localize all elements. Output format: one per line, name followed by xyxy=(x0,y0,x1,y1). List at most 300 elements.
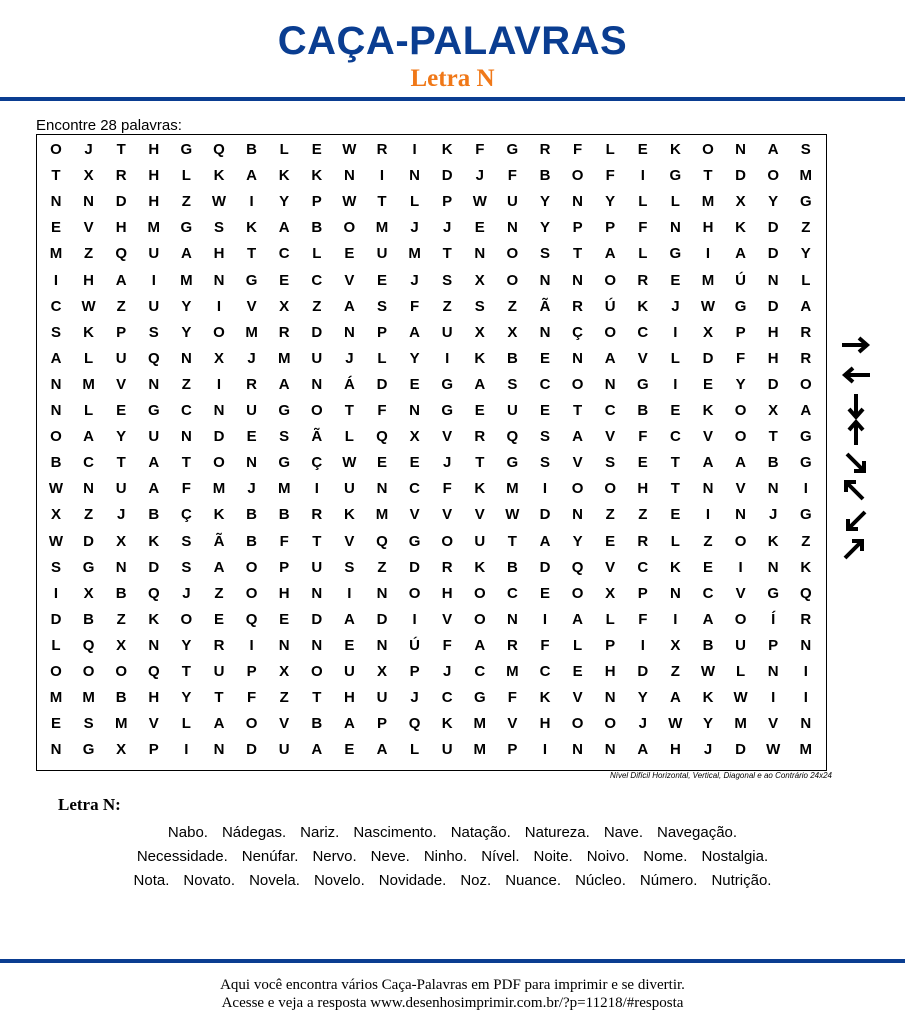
grid-cell: Z xyxy=(801,532,811,550)
grid-cell: A xyxy=(572,610,584,628)
grid-cell: O xyxy=(767,167,780,185)
grid-cell: R xyxy=(506,636,518,654)
grid-cell: G xyxy=(408,532,421,550)
grid-cell: J xyxy=(769,506,778,524)
grid-cell: O xyxy=(473,584,486,602)
grid-cell: V xyxy=(442,428,453,446)
grid-cell: N xyxy=(50,402,62,419)
grid-cell: F xyxy=(507,167,517,185)
grid-cell: I xyxy=(249,193,254,211)
grid-cell: Z xyxy=(181,375,191,393)
grid-cell: G xyxy=(82,558,95,576)
grid-cell: Z xyxy=(507,297,517,315)
grid-cell: D xyxy=(767,297,779,315)
grid-cell: N xyxy=(539,323,551,341)
grid-cell: S xyxy=(442,271,453,289)
grid-cell: Y xyxy=(116,428,127,446)
grid-cell: M xyxy=(245,323,258,341)
grid-cell: A xyxy=(83,428,95,446)
grid-cell: R xyxy=(213,636,225,654)
grid-cell: L xyxy=(573,636,583,654)
grid-cell: N xyxy=(376,480,388,498)
grid-cell: N xyxy=(246,454,258,472)
grid-cell: B xyxy=(539,167,551,185)
grid-cell: K xyxy=(474,558,486,576)
grid-cell: N xyxy=(278,636,290,654)
grid-cell: O xyxy=(734,428,747,446)
grid-cell: P xyxy=(409,663,420,680)
grid-cell: N xyxy=(604,741,616,759)
word-list-item: Noite. xyxy=(533,848,573,865)
grid-cell: G xyxy=(669,167,682,185)
grid-cell: O xyxy=(604,715,617,733)
grid-cell: I xyxy=(249,636,254,654)
grid-cell: R xyxy=(800,323,812,341)
grid-cell: V xyxy=(702,428,713,446)
grid-cell: P xyxy=(246,663,257,680)
grid-cell: A xyxy=(669,689,681,707)
grid-cell: T xyxy=(214,689,224,707)
grid-cell: I xyxy=(412,610,417,628)
grid-cell: T xyxy=(573,402,583,419)
grid-cell: T xyxy=(703,167,713,185)
grid-cell: F xyxy=(507,689,517,707)
grid-cell: S xyxy=(279,428,290,446)
grid-cell: O xyxy=(213,454,225,472)
grid-cell: S xyxy=(148,323,159,341)
grid-cell: E xyxy=(409,454,420,472)
grid-cell: O xyxy=(82,663,95,680)
grid-cell: R xyxy=(115,167,127,185)
grid-cell: R xyxy=(637,532,649,550)
grid-cell: Y xyxy=(637,689,648,707)
grid-cell: A xyxy=(572,428,584,446)
grid-cell: Y xyxy=(181,689,192,707)
grid-cell: Y xyxy=(572,532,583,550)
grid-cell: Y xyxy=(800,245,811,263)
grid-cell: U xyxy=(506,193,518,211)
grid-cell: D xyxy=(637,663,649,680)
grid-cell: G xyxy=(799,454,812,472)
grid-cell: N xyxy=(409,167,421,185)
grid-cell: O xyxy=(506,245,519,263)
bottom-divider xyxy=(0,959,905,963)
word-list-item: Ninho. xyxy=(423,848,468,865)
grid-cell: N xyxy=(148,375,160,393)
grid-cell: D xyxy=(376,610,388,628)
grid-cell: W xyxy=(48,532,64,550)
grid-cell: L xyxy=(279,141,289,158)
grid-cell: S xyxy=(213,219,224,237)
grid-cell: W xyxy=(342,193,357,211)
grid-cell: C xyxy=(278,245,290,263)
grid-cell: T xyxy=(247,245,257,263)
grid-cell: Q xyxy=(82,636,95,654)
grid-cell: J xyxy=(247,349,256,367)
grid-cell: F xyxy=(638,219,648,237)
grid-cell: T xyxy=(312,532,322,550)
grid-cell: X xyxy=(605,584,616,602)
grid-cell: K xyxy=(637,297,649,315)
grid-cell: T xyxy=(768,428,778,446)
grid-cell: Y xyxy=(768,193,779,211)
grid-cell: Z xyxy=(84,506,94,524)
grid-cell: O xyxy=(734,402,747,419)
word-list-item: Natação. xyxy=(450,824,511,841)
grid-cell: U xyxy=(148,245,160,263)
grid-cell: C xyxy=(50,297,62,315)
grid-cell: A xyxy=(767,141,779,158)
grid-cell: P xyxy=(442,193,453,211)
grid-cell: J xyxy=(703,741,713,759)
grid-cell: O xyxy=(571,375,584,393)
grid-cell: M xyxy=(49,689,63,707)
word-list-item: Noivo. xyxy=(586,848,630,865)
grid-cell: O xyxy=(734,610,747,628)
grid-cell: D xyxy=(539,558,551,576)
grid-cell: A xyxy=(343,715,355,733)
grid-cell: O xyxy=(702,141,714,158)
grid-cell: X xyxy=(50,506,61,524)
grid-cell: Ã xyxy=(213,532,225,550)
grid-cell: W xyxy=(211,193,227,211)
grid-cell: Z xyxy=(377,558,387,576)
grid-cell: J xyxy=(84,141,93,158)
grid-cell: N xyxy=(800,636,812,654)
grid-cell: R xyxy=(311,506,323,524)
grid-cell: K xyxy=(148,610,160,628)
grid-cell: Ú xyxy=(604,297,616,315)
grid-cell: U xyxy=(474,532,486,550)
grid-cell: W xyxy=(48,480,64,498)
grid-cell: T xyxy=(475,454,485,472)
arrow-up-left-icon xyxy=(846,482,863,499)
grid-cell: I xyxy=(542,610,548,628)
grid-cell: I xyxy=(542,741,548,759)
grid-cell: O xyxy=(245,584,258,602)
word-list-title: Letra N: xyxy=(58,795,121,814)
word-list-item: Novato. xyxy=(183,872,236,889)
grid-cell: D xyxy=(735,741,747,759)
grid-cell: Q xyxy=(115,245,128,263)
grid-cell: M xyxy=(82,689,95,707)
grid-cell: V xyxy=(507,715,518,733)
grid-cell: H xyxy=(441,584,453,602)
grid-cell: R xyxy=(278,323,290,341)
grid-cell: D xyxy=(83,532,95,550)
grid-cell: Z xyxy=(181,193,191,211)
grid-cell: I xyxy=(216,297,222,315)
grid-cell: H xyxy=(767,349,779,367)
grid-cell: B xyxy=(246,141,258,158)
grid-cell: O xyxy=(50,428,62,446)
word-list-line xyxy=(0,847,905,867)
grid-cell: B xyxy=(767,454,779,472)
grid-cell: I xyxy=(542,480,548,498)
grid-cell: G xyxy=(636,375,649,393)
grid-cell: R xyxy=(800,349,812,367)
grid-cell: Ú xyxy=(735,271,747,289)
grid-cell: W xyxy=(733,689,748,707)
grid-cell: D xyxy=(702,349,714,367)
grid-cell: Q xyxy=(571,558,584,576)
grid-cell: L xyxy=(84,402,94,419)
word-list-item: Nascimento. xyxy=(353,824,437,841)
grid-cell: G xyxy=(767,584,780,602)
grid-cell: B xyxy=(506,558,518,576)
grid-cell: M xyxy=(408,245,421,263)
grid-cell: A xyxy=(637,741,649,759)
grid-cell: D xyxy=(409,558,421,576)
grid-cell: N xyxy=(572,349,584,367)
grid-cell: T xyxy=(181,663,191,680)
grid-cell: N xyxy=(343,167,355,185)
grid-cell: M xyxy=(375,506,389,524)
grid-cell: E xyxy=(670,402,681,419)
grid-cell: W xyxy=(668,715,683,733)
grid-cell: C xyxy=(83,454,95,472)
word-list-item: Novelo. xyxy=(313,872,365,889)
grid-cell: U xyxy=(343,663,355,680)
grid-cell: A xyxy=(604,349,616,367)
word-list-item: Nota. xyxy=(133,872,170,889)
grid-cell: L xyxy=(736,663,746,680)
grid-cell: X xyxy=(279,663,290,680)
grid-cell: F xyxy=(475,141,485,158)
grid-cell: U xyxy=(311,558,323,576)
grid-cell: Y xyxy=(539,219,550,237)
grid-cell: A xyxy=(278,375,290,393)
grid-cell: O xyxy=(571,584,584,602)
word-list-item: Neve. xyxy=(370,848,410,865)
grid-cell: Z xyxy=(116,610,126,628)
grid-cell: F xyxy=(181,480,191,498)
page-subtitle: Letra N xyxy=(410,65,495,92)
grid-cell: N xyxy=(735,141,747,158)
grid-cell: N xyxy=(83,480,95,498)
grid-cell: X xyxy=(116,532,127,550)
grid-cell: M xyxy=(799,167,813,185)
grid-cell: H xyxy=(702,219,714,237)
grid-cell: E xyxy=(702,558,713,576)
grid-cell: C xyxy=(409,480,421,498)
grid-cell: L xyxy=(181,715,191,733)
grid-cell: J xyxy=(345,349,354,367)
grid-cell: A xyxy=(115,271,127,289)
grid-cell: J xyxy=(247,480,256,498)
grid-cell: P xyxy=(311,193,322,211)
grid-cell: C xyxy=(702,584,714,602)
grid-cell: C xyxy=(474,663,486,680)
grid-cell: V xyxy=(409,506,420,524)
grid-cell: U xyxy=(343,480,355,498)
grid-cell: X xyxy=(83,584,94,602)
grid-cell: L xyxy=(84,349,94,367)
grid-cell: G xyxy=(506,141,519,158)
grid-cell: Ã xyxy=(311,428,323,446)
grid-cell: Z xyxy=(442,297,452,315)
grid-cell: E xyxy=(539,584,550,602)
grid-cell: A xyxy=(735,454,747,472)
grid-cell: E xyxy=(311,141,322,158)
grid-cell: Q xyxy=(147,663,160,680)
grid-cell: V xyxy=(637,349,648,367)
grid-cell: C xyxy=(506,584,518,602)
grid-cell: K xyxy=(83,323,95,341)
grid-cell: I xyxy=(803,480,808,498)
grid-cell: X xyxy=(474,323,485,341)
word-list-item: Nervo. xyxy=(312,848,357,865)
grid-cell: I xyxy=(216,375,222,393)
grid-cell: P xyxy=(279,558,290,576)
grid-cell: A xyxy=(343,297,355,315)
grid-cell: Q xyxy=(213,141,225,158)
grid-cell: D xyxy=(213,428,225,446)
word-list-item: Nome. xyxy=(643,848,688,865)
grid-cell: C xyxy=(441,689,453,707)
grid-cell: Q xyxy=(799,584,812,602)
grid-cell: N xyxy=(572,741,584,759)
word-list-item: Necessidade. xyxy=(136,848,228,865)
footer-link-text: Acesse e veja a resposta www.desenhosimprimir.com.br/?p=11218/#resposta xyxy=(221,995,684,1011)
grid-cell: T xyxy=(51,167,61,185)
grid-cell: N xyxy=(83,193,95,211)
grid-cell: I xyxy=(803,689,808,707)
grid-cell: A xyxy=(409,323,421,341)
grid-cell: U xyxy=(441,323,453,341)
grid-cell: E xyxy=(670,271,681,289)
grid-cell: C xyxy=(539,663,551,680)
grid-cell: D xyxy=(376,375,388,393)
grid-cell: V xyxy=(83,219,94,237)
grid-cell: I xyxy=(738,558,743,576)
grid-cell: P xyxy=(148,741,159,759)
grid-cell: I xyxy=(379,167,385,185)
grid-cell: L xyxy=(801,271,811,289)
grid-cell: O xyxy=(343,219,356,237)
grid-cell: Ú xyxy=(409,636,421,654)
grid-cell: N xyxy=(376,636,388,654)
arrow-left-icon xyxy=(845,368,870,382)
grid-cell: P xyxy=(572,219,583,237)
grid-cell: G xyxy=(799,506,812,524)
grid-cell: N xyxy=(50,741,62,759)
grid-cell: T xyxy=(312,689,322,707)
grid-cell: J xyxy=(671,297,680,315)
grid-cell: A xyxy=(539,532,551,550)
grid-cell: E xyxy=(344,636,355,654)
grid-cell: Ç xyxy=(572,323,584,341)
grid-cell: M xyxy=(147,219,161,237)
grid-cell: M xyxy=(701,271,715,289)
grid-cell: K xyxy=(343,506,355,524)
grid-cell: W xyxy=(81,297,96,315)
grid-cell: K xyxy=(539,689,551,707)
grid-cell: M xyxy=(506,480,519,498)
grid-cell: N xyxy=(311,636,323,654)
grid-cell: K xyxy=(213,167,225,185)
grid-cell: N xyxy=(506,610,518,628)
grid-cell: E xyxy=(572,663,583,680)
grid-cell: A xyxy=(213,558,225,576)
grid-cell: Ç xyxy=(311,454,323,472)
grid-cell: I xyxy=(314,480,319,498)
grid-cell: N xyxy=(311,584,323,602)
grid-cell: T xyxy=(670,454,680,472)
grid-cell: R xyxy=(539,141,551,158)
grid-cell: G xyxy=(734,297,747,315)
grid-cell: J xyxy=(117,506,126,524)
grid-cell: D xyxy=(311,610,323,628)
grid-cell: N xyxy=(735,506,747,524)
grid-cell: T xyxy=(116,141,126,158)
grid-cell: O xyxy=(473,610,486,628)
grid-cell: N xyxy=(767,271,779,289)
grid-cell: Z xyxy=(605,506,615,524)
grid-cell: L xyxy=(181,167,191,185)
grid-cell: B xyxy=(506,349,518,367)
grid-cell: T xyxy=(573,245,583,263)
grid-cell: D xyxy=(539,506,551,524)
grid-cell: C xyxy=(637,558,649,576)
grid-cell: V xyxy=(344,532,355,550)
grid-cell: F xyxy=(377,402,387,419)
grid-cell: N xyxy=(180,428,192,446)
grid-cell: D xyxy=(767,375,779,393)
grid-cell: E xyxy=(50,219,61,237)
grid-cell: E xyxy=(344,245,355,263)
grid-cell: E xyxy=(539,349,550,367)
grid-cell: H xyxy=(148,193,160,211)
grid-cell: T xyxy=(442,245,452,263)
grid-cell: H xyxy=(148,167,160,185)
grid-cell: X xyxy=(116,636,127,654)
word-list-item: Navegação. xyxy=(657,824,738,841)
grid-cell: I xyxy=(673,375,678,393)
grid-cell: L xyxy=(670,349,680,367)
grid-cell: X xyxy=(409,428,420,446)
grid-cell: O xyxy=(604,480,617,498)
word-list-item: Novidade. xyxy=(378,872,447,889)
grid-cell: D xyxy=(735,167,747,185)
grid-cell: S xyxy=(507,375,518,393)
grid-cell: K xyxy=(702,689,714,707)
grid-cell: E xyxy=(637,454,648,472)
grid-cell: Á xyxy=(343,375,355,393)
grid-cell: V xyxy=(572,454,583,472)
grid-cell: G xyxy=(147,402,160,419)
grid-cell: U xyxy=(115,349,127,367)
grid-cell: M xyxy=(277,349,291,367)
grid-cell: A xyxy=(148,480,160,498)
grid-cell: T xyxy=(507,532,517,550)
word-list-line xyxy=(0,823,905,843)
arrow-up-right-icon xyxy=(845,541,862,558)
grid-cell: F xyxy=(605,167,615,185)
grid-cell: Í xyxy=(771,610,776,628)
footer-text: Aqui você encontra vários Caça-Palavras em PDF para imprimir e se divertir. xyxy=(220,977,685,993)
grid-cell: Y xyxy=(539,193,550,211)
grid-cell: N xyxy=(506,219,518,237)
grid-cell: O xyxy=(310,402,323,419)
grid-cell: P xyxy=(605,636,616,654)
grid-cell: Z xyxy=(214,584,224,602)
grid-cell: N xyxy=(474,245,486,263)
grid-cell: A xyxy=(246,167,258,185)
grid-cell: E xyxy=(246,428,257,446)
grid-cell: A xyxy=(311,741,323,759)
grid-cell: M xyxy=(277,480,291,498)
